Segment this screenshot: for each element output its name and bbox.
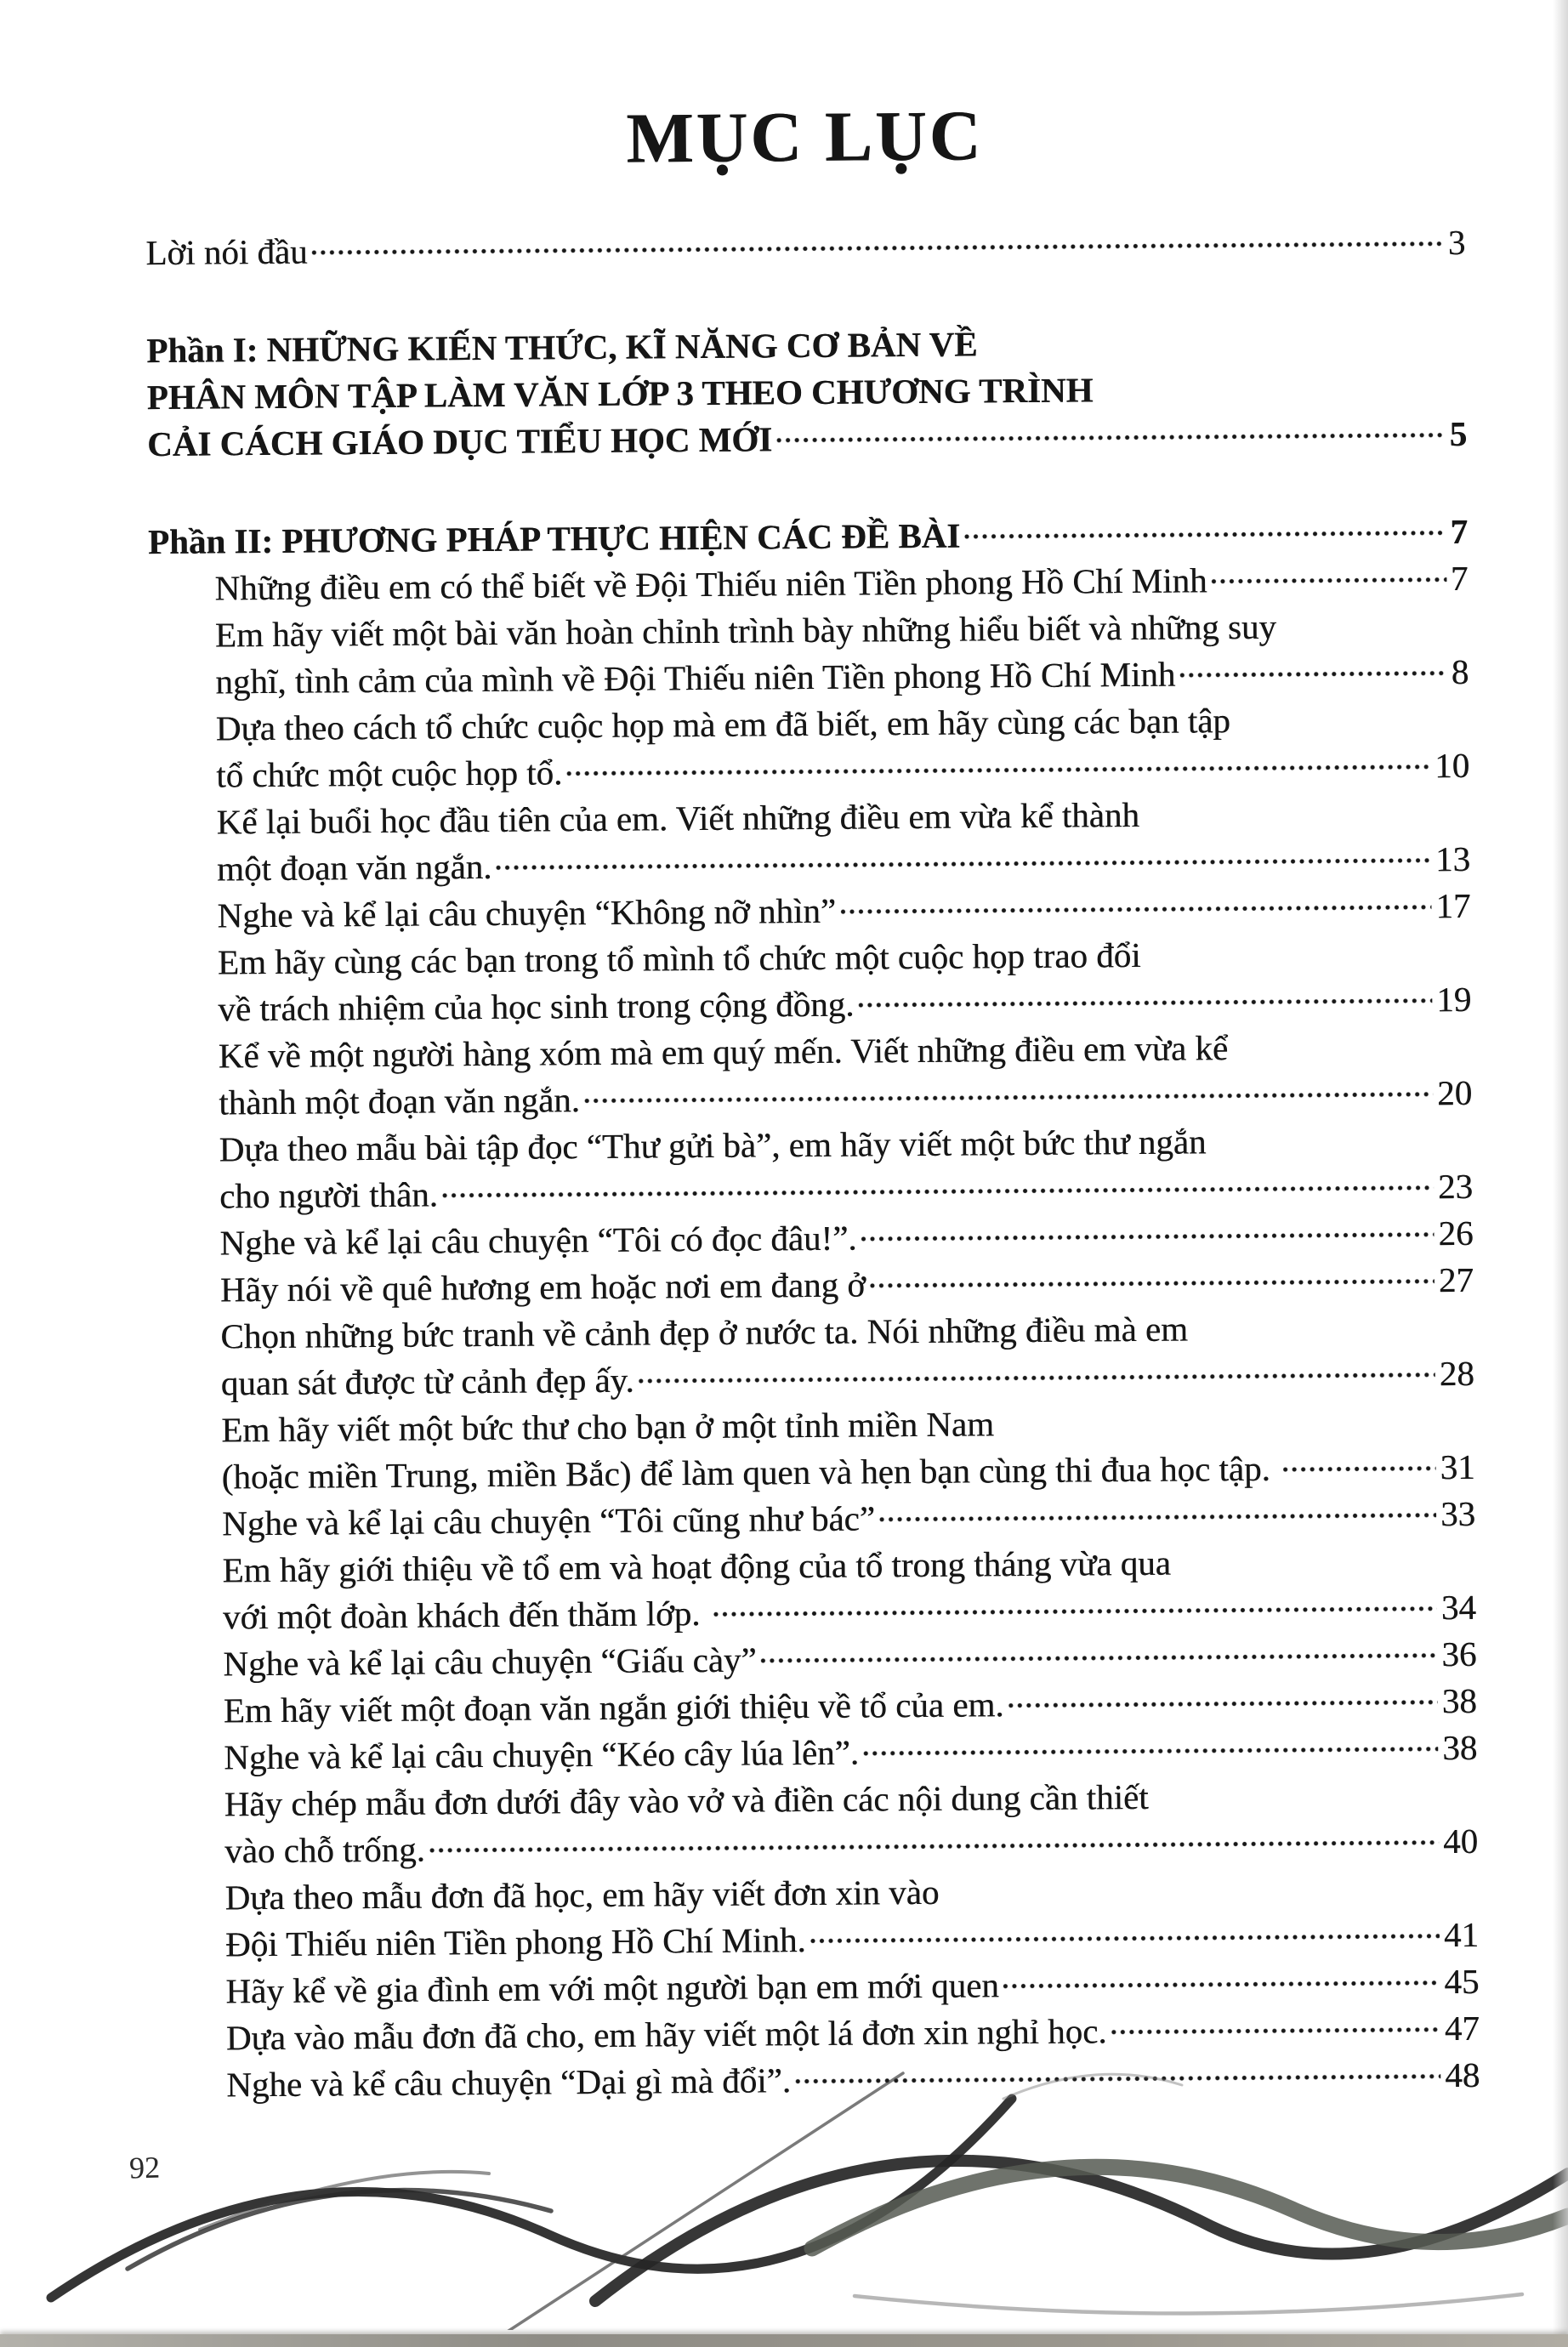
toc-page-number: 47	[1444, 2009, 1480, 2049]
toc-entry-text: Hãy nói về quê hương em hoặc nơi em đang ở	[219, 1264, 866, 1310]
dot-leader	[1171, 1572, 1476, 1575]
toc-entry-text: Dựa theo mẫu đơn đã học, em hãy viết đơn xin vào	[224, 1872, 940, 1918]
dot-leader	[866, 1292, 1439, 1296]
toc-entry-text: Nghe và kể lại câu chuyện “Tôi có đọc đâu!”.	[219, 1218, 857, 1263]
toc-page-number: 48	[1445, 2055, 1480, 2095]
toc-page-number: 20	[1437, 1073, 1473, 1113]
toc-row	[147, 411, 1467, 468]
dot-leader	[1207, 590, 1451, 592]
toc-entry-text: Em hãy viết một bài văn hoàn chỉnh trình bày những hiểu biết và những suy	[214, 606, 1277, 655]
dot-leader	[709, 1619, 1441, 1625]
toc-entry-text: Nghe và kể lại câu chuyện “Không nỡ nhìn”	[217, 890, 837, 935]
table-of-contents	[145, 219, 1480, 2109]
toc-entry-text: Dựa theo mẫu bài tập đọc “Thư gửi bà”, em hãy viết một bức thư ngắn	[219, 1122, 1207, 1169]
toc-page-number: 38	[1441, 1681, 1477, 1721]
dot-leader	[772, 446, 1449, 451]
toc-entry-text: Phần I: NHỮNG KIẾN THỨC, KĨ NĂNG CƠ BẢN VỀ	[146, 324, 978, 371]
dot-leader	[1188, 1338, 1474, 1341]
scan-edge-bottom	[0, 2334, 1568, 2347]
toc-page-number: 33	[1440, 1494, 1476, 1534]
toc-entry-text: quan sát được từ cảnh đẹp ấy.	[220, 1360, 634, 1403]
toc-entry-text: Kể về một người hàng xóm mà em quý mến. Viết những điều em vừa kể	[218, 1028, 1229, 1076]
toc-page-number: 28	[1439, 1354, 1474, 1394]
dot-leader	[1230, 730, 1469, 732]
toc-entry-text: Dựa theo cách tổ chức cuộc họp mà em đã biết, em hãy cùng các bạn tập	[215, 701, 1231, 748]
toc-entry-text: Nghe và kể câu chuyện “Dại gì mà đổi”.	[226, 2060, 792, 2105]
dot-leader	[994, 1432, 1474, 1435]
toc-page-number: 10	[1434, 746, 1470, 786]
toc-entry-text: vào chỗ trống.	[224, 1829, 426, 1871]
toc-entry-text: Chọn những bức tranh về cảnh đẹp ở nước ta. Nói những điều mà em	[220, 1309, 1189, 1356]
toc-page-number: 19	[1436, 980, 1472, 1020]
dot-leader	[1149, 1806, 1478, 1809]
dot-leader	[1279, 1479, 1440, 1480]
toc-page-number: 7	[1450, 559, 1469, 599]
toc-page-number: 27	[1438, 1260, 1474, 1300]
toc-entry-text: (hoặc miền Trung, miền Bắc) để làm quen và hẹn bạn cùng thi đua học tập.	[221, 1448, 1280, 1497]
dot-leader	[978, 352, 1467, 356]
toc-page-number: 3	[1447, 223, 1466, 263]
toc-page-number: 31	[1440, 1447, 1475, 1487]
toc-page-number: 38	[1442, 1728, 1478, 1768]
toc-entry-text: Kể lại buổi học đầu tiên của em. Viết những điều em vừa kể thành	[216, 795, 1140, 842]
dot-leader	[438, 1198, 1438, 1206]
toc-page-number: 34	[1440, 1588, 1477, 1628]
dot-leader	[859, 1759, 1442, 1764]
toc-page-number: 26	[1438, 1213, 1474, 1253]
dot-leader	[939, 1900, 1478, 1904]
toc-entry-text: Hãy kể về gia đình em với một người bạn em mới quen	[225, 1965, 999, 2011]
toc-entry-text: Nghe và kể lại câu chuyện “Tôi cũng như bác”	[221, 1498, 876, 1543]
dot-leader	[857, 1245, 1439, 1249]
dot-leader	[806, 1946, 1444, 1952]
dot-leader	[1207, 1151, 1473, 1153]
toc-entry-text: Hãy chép mẫu đơn dưới đây vào vở và điền các nội dung cần thiết	[224, 1777, 1149, 1824]
toc-entry-text: tổ chức một cuộc họp tổ.	[216, 753, 563, 795]
dot-leader	[1141, 964, 1471, 967]
dot-leader	[1004, 1713, 1442, 1716]
toc-page-number: 5	[1449, 414, 1468, 454]
toc-entry-text: Đội Thiếu niên Tiền phong Hồ Chí Minh.	[224, 1920, 806, 1964]
toc-page-number: 40	[1442, 1821, 1479, 1861]
toc-entry-text: cho người thân.	[219, 1174, 439, 1216]
toc-row	[145, 219, 1465, 276]
toc-entry-text: Nghe và kể lại câu chuyện “Kéo cây lúa lên”.	[224, 1732, 860, 1777]
toc-page-number: 23	[1437, 1167, 1474, 1207]
toc-entry-text: Lời nói đầu	[145, 231, 308, 273]
footer-page-number: 92	[128, 2150, 161, 2185]
toc-entry-text: Em hãy viết một đoạn văn ngắn giới thiệu về tổ của em.	[223, 1685, 1004, 1730]
dot-leader	[1094, 399, 1467, 401]
toc-entry-text: nghĩ, tình cảm của mình về Đội Thiếu niên Tiền phong Hồ Chí Minh	[215, 654, 1176, 702]
toc-entry-text: với một đoàn khách đến thăm lớp.	[222, 1594, 709, 1637]
toc-entry-text: CẢI CÁCH GIÁO DỤC TIỂU HỌC MỚI	[146, 419, 773, 464]
toc-entry-text: về trách nhiệm của học sinh trong cộng đồng.	[218, 984, 855, 1029]
dot-leader	[634, 1385, 1440, 1391]
toc-page-number: 41	[1443, 1915, 1480, 1955]
dot-leader	[1139, 824, 1470, 827]
toc-entry-text: Em hãy cùng các bạn trong tổ mình tổ chức một cuộc họp trao đổi	[217, 935, 1141, 982]
dot-leader	[1175, 684, 1452, 686]
toc-entry-text: Em hãy viết một bức thư cho bạn ở một tỉnh miền Nam	[221, 1404, 995, 1450]
dot-leader	[425, 1853, 1443, 1861]
dot-leader	[999, 1993, 1445, 1997]
toc-page-number: 45	[1444, 1962, 1480, 2002]
dot-leader	[960, 543, 1450, 548]
dot-leader	[836, 918, 1435, 923]
toc-entry-text: Dựa vào mẫu đơn đã cho, em hãy viết một lá đơn xin nghỉ học.	[225, 2011, 1107, 2058]
toc-page-number: 36	[1441, 1634, 1477, 1674]
dot-leader	[1276, 637, 1469, 639]
toc-entry-text: Những điều em có thể biết về Đội Thiếu niên Tiền phong Hồ Chí Minh	[214, 560, 1207, 608]
toc-page-number: 8	[1451, 652, 1469, 692]
dot-leader	[1228, 1058, 1472, 1060]
toc-page-number: 7	[1450, 512, 1469, 552]
toc-entry-text: PHÂN MÔN TẬP LÀM VĂN LỚP 3 THEO CHƯƠNG TRÌNH	[146, 370, 1094, 418]
page-content	[145, 95, 1480, 2109]
page-title: MỤC LỤC	[625, 96, 984, 179]
dot-leader	[855, 1011, 1437, 1015]
dot-leader	[757, 1666, 1442, 1671]
toc-entry-text: Nghe và kể lại câu chuyện “Giấu cày”	[223, 1639, 757, 1684]
dot-leader	[308, 254, 1448, 264]
dot-leader	[492, 871, 1436, 878]
dot-leader	[875, 1526, 1440, 1530]
toc-page-number: 17	[1435, 886, 1471, 926]
toc-page-number: 13	[1434, 839, 1471, 879]
swoosh-graphic	[0, 2041, 1568, 2330]
toc-entry-text: Phần II: PHƯƠNG PHÁP THỰC HIỆN CÁC ĐỀ BÀI	[147, 515, 961, 562]
toc-entry-text: thành một đoạn văn ngắn.	[219, 1080, 581, 1122]
toc-entry-text: một đoạn văn ngắn.	[216, 847, 492, 889]
dot-leader	[562, 777, 1434, 784]
dot-leader	[580, 1105, 1437, 1111]
scan-edge-right	[1553, 0, 1568, 2347]
toc-entry-text: Em hãy giới thiệu về tổ em và hoạt động của tổ trong tháng vừa qua	[222, 1543, 1172, 1590]
